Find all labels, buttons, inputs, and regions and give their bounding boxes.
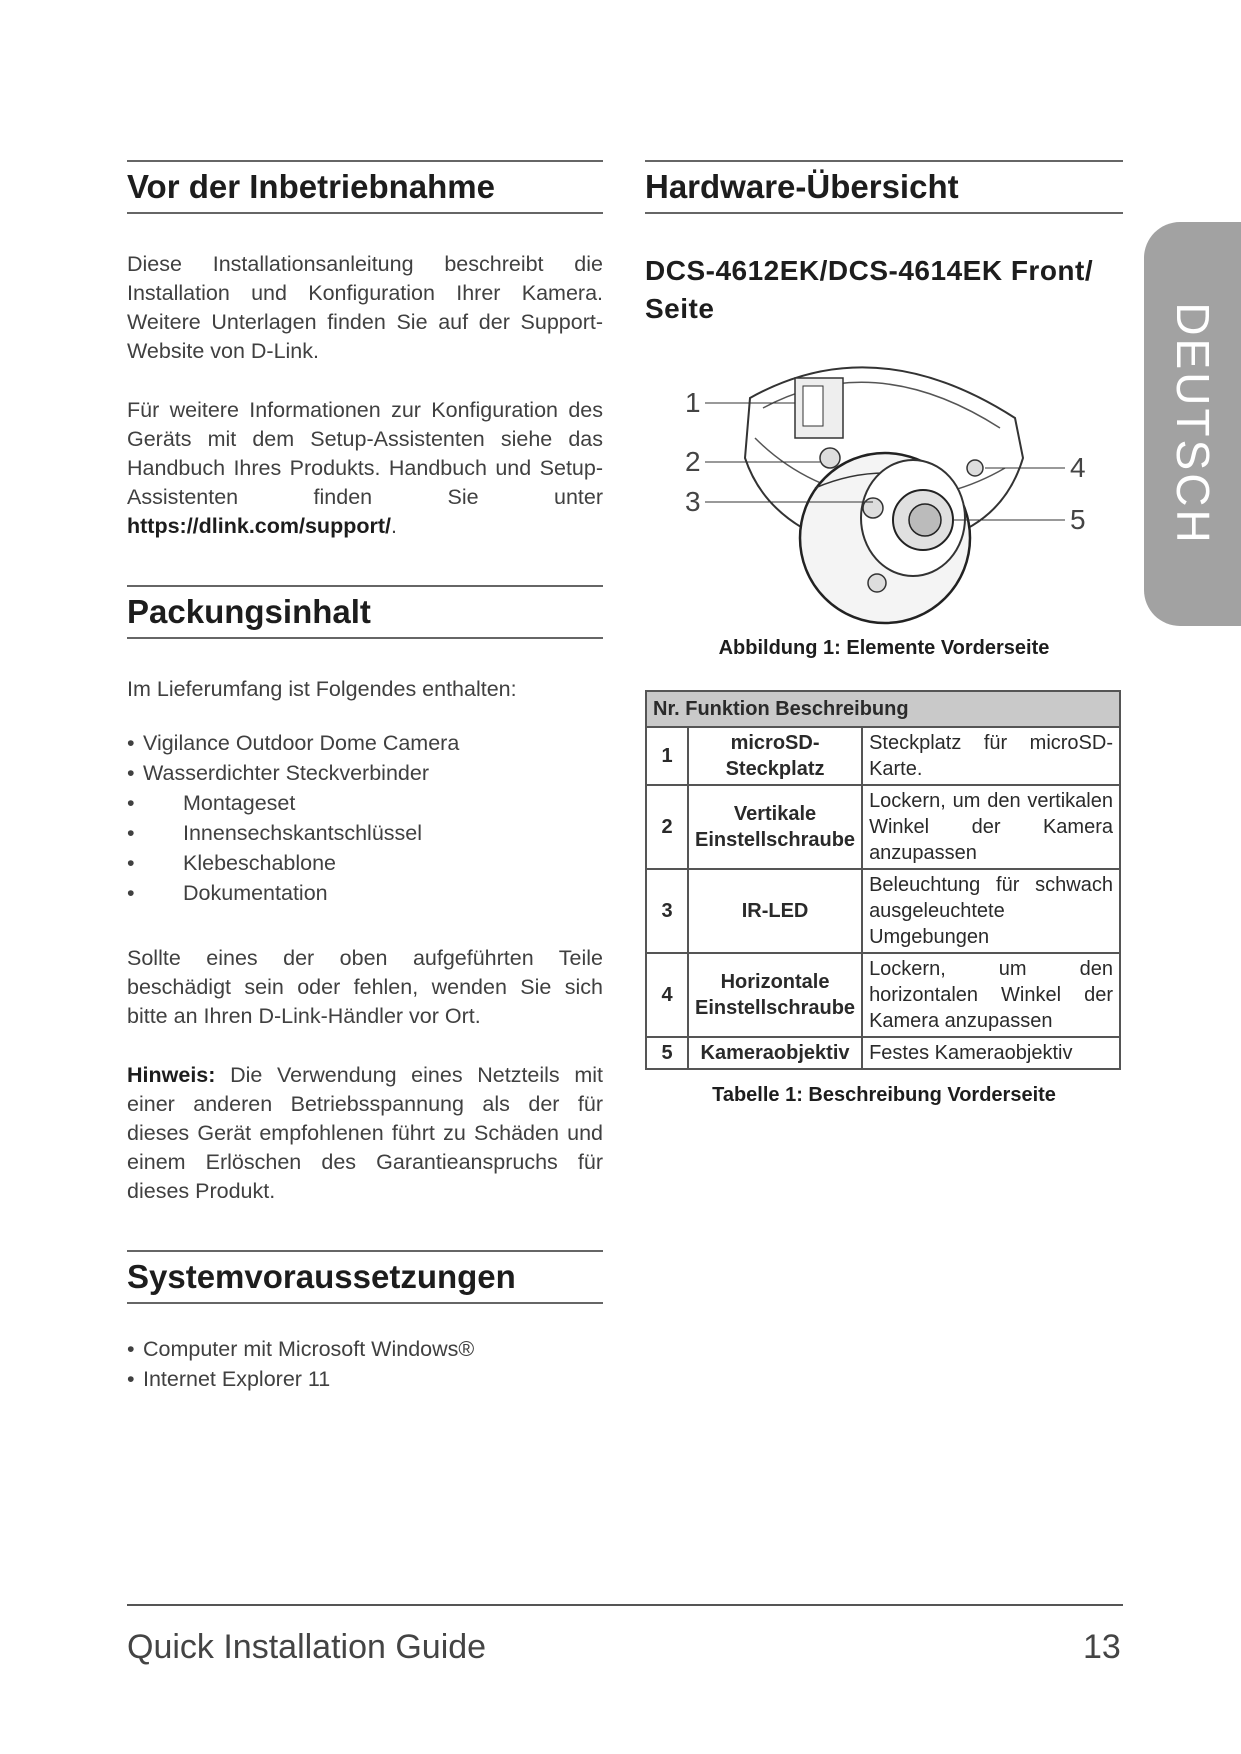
- footer-divider: [127, 1604, 1123, 1606]
- figure-label-1: 1: [685, 387, 701, 418]
- table-header-row: [646, 691, 1120, 727]
- package-list: [127, 728, 603, 908]
- footer-title: Quick Installation Guide: [127, 1628, 487, 1666]
- description-table: [645, 690, 1121, 1070]
- table-cell-function: IR-LED: [688, 869, 862, 953]
- list-item: • Klebeschablone: [127, 851, 337, 875]
- table-cell-function: Kameraobjektiv: [688, 1037, 862, 1069]
- table-cell-nr: 4: [646, 953, 688, 1037]
- list-item: • Internet Explorer 11: [127, 1367, 331, 1391]
- table-cell-description: Steckplatz für microSD-Karte.: [862, 727, 1120, 785]
- table-cell-function: Vertikale Einstellschraube: [688, 785, 862, 869]
- table-row: [646, 785, 1120, 869]
- table-cell-nr: 2: [646, 785, 688, 869]
- right-column: [645, 160, 1123, 1107]
- package-intro: Im Lieferumfang ist Folgendes enthalten:: [127, 677, 517, 701]
- table-row: [646, 869, 1120, 953]
- section-package: [127, 585, 603, 639]
- figure-label-5: 5: [1070, 504, 1086, 535]
- figure-caption: Abbildung 1: Elemente Vorderseite: [718, 637, 1050, 659]
- table-row: [646, 727, 1120, 785]
- list-item: • Dokumentation: [127, 881, 328, 905]
- hint-text: Die Verwendung eines Netzteils mit einer anderen Betriebsspannung als der für dieses Gerät empfohlenen führt zu Schäden und einem Erlöschen des Garantieanspruchs für dieses Produkt.: [127, 1063, 603, 1203]
- left-column: [127, 160, 603, 1394]
- language-tab-label: DEUTSCH: [1166, 302, 1219, 546]
- intro-paragraph: Diese Installationsanleitung beschreibt die Installation und Konfiguration Ihrer Kamera. Weitere Unterlagen finden Sie auf der Support-Website von D-Link.: [127, 252, 603, 363]
- setup-paragraph: [127, 396, 603, 541]
- setup-text: Für weitere Informationen zur Konfiguration des Geräts mit dem Setup-Assistenten siehe das Handbuch Ihres Produkts. Handbuch und Setup-Assistenten finden Sie unter: [127, 398, 603, 509]
- heading-hardware: Hardware-Übersicht: [645, 168, 959, 205]
- table-header: Nr. Funktion Beschreibung: [646, 691, 1120, 727]
- camera-figure: [645, 338, 1123, 633]
- table-cell-nr: 3: [646, 869, 688, 953]
- section-system: [127, 1250, 603, 1304]
- page-number: 13: [1083, 1628, 1121, 1666]
- language-tab: [1144, 222, 1241, 626]
- hint-label: Hinweis:: [127, 1063, 216, 1087]
- figure-label-2: 2: [685, 446, 701, 477]
- camera-illustration: [645, 338, 1123, 633]
- list-item: • Wasserdichter Steckverbinder: [127, 761, 429, 785]
- list-item: • Innensechskantschlüssel: [127, 821, 423, 845]
- list-item: • Vigilance Outdoor Dome Camera: [127, 731, 460, 755]
- section-before-start: [127, 160, 603, 214]
- figure-label-3: 3: [685, 486, 701, 517]
- table-row: [646, 953, 1120, 1037]
- missing-parts-paragraph: Sollte eines der oben aufgeführten Teile beschädigt sein oder fehlen, wenden Sie sich bitte an Ihren D-Link-Händler vor Ort.: [127, 946, 603, 1028]
- list-item: • Montageset: [127, 791, 296, 815]
- table-cell-nr: 5: [646, 1037, 688, 1069]
- hint-paragraph: [127, 1061, 603, 1206]
- figure-label-4: 4: [1070, 452, 1086, 483]
- heading-package: Packungsinhalt: [127, 593, 371, 630]
- heading-system: Systemvoraussetzungen: [127, 1258, 516, 1295]
- table-row: [646, 1037, 1120, 1069]
- model-title: DCS-4612EK/DCS-4614EK Front/ Seite: [645, 255, 1094, 324]
- link-suffix: .: [390, 514, 397, 538]
- system-list: [127, 1334, 603, 1394]
- table-cell-description: Lockern, um den horizontalen Winkel der Kamera anzupassen: [862, 953, 1120, 1037]
- table-cell-function: Horizontale Einstellschraube: [688, 953, 862, 1037]
- table-cell-function: microSD-Steckplatz: [688, 727, 862, 785]
- table-cell-nr: 1: [646, 727, 688, 785]
- list-item: • Computer mit Microsoft Windows®: [127, 1337, 475, 1361]
- table-cell-description: Festes Kameraobjektiv: [862, 1037, 1120, 1069]
- table-caption: Tabelle 1: Beschreibung Vorderseite: [712, 1084, 1056, 1106]
- table-cell-description: Beleuchtung für schwach ausgeleuchtete Umgebungen: [862, 869, 1120, 953]
- section-hardware: [645, 160, 1123, 214]
- support-link[interactable]: https://dlink.com/support/: [127, 514, 391, 538]
- table-cell-description: Lockern, um den vertikalen Winkel der Kamera anzupassen: [862, 785, 1120, 869]
- heading-before-start: Vor der Inbetriebnahme: [127, 168, 495, 205]
